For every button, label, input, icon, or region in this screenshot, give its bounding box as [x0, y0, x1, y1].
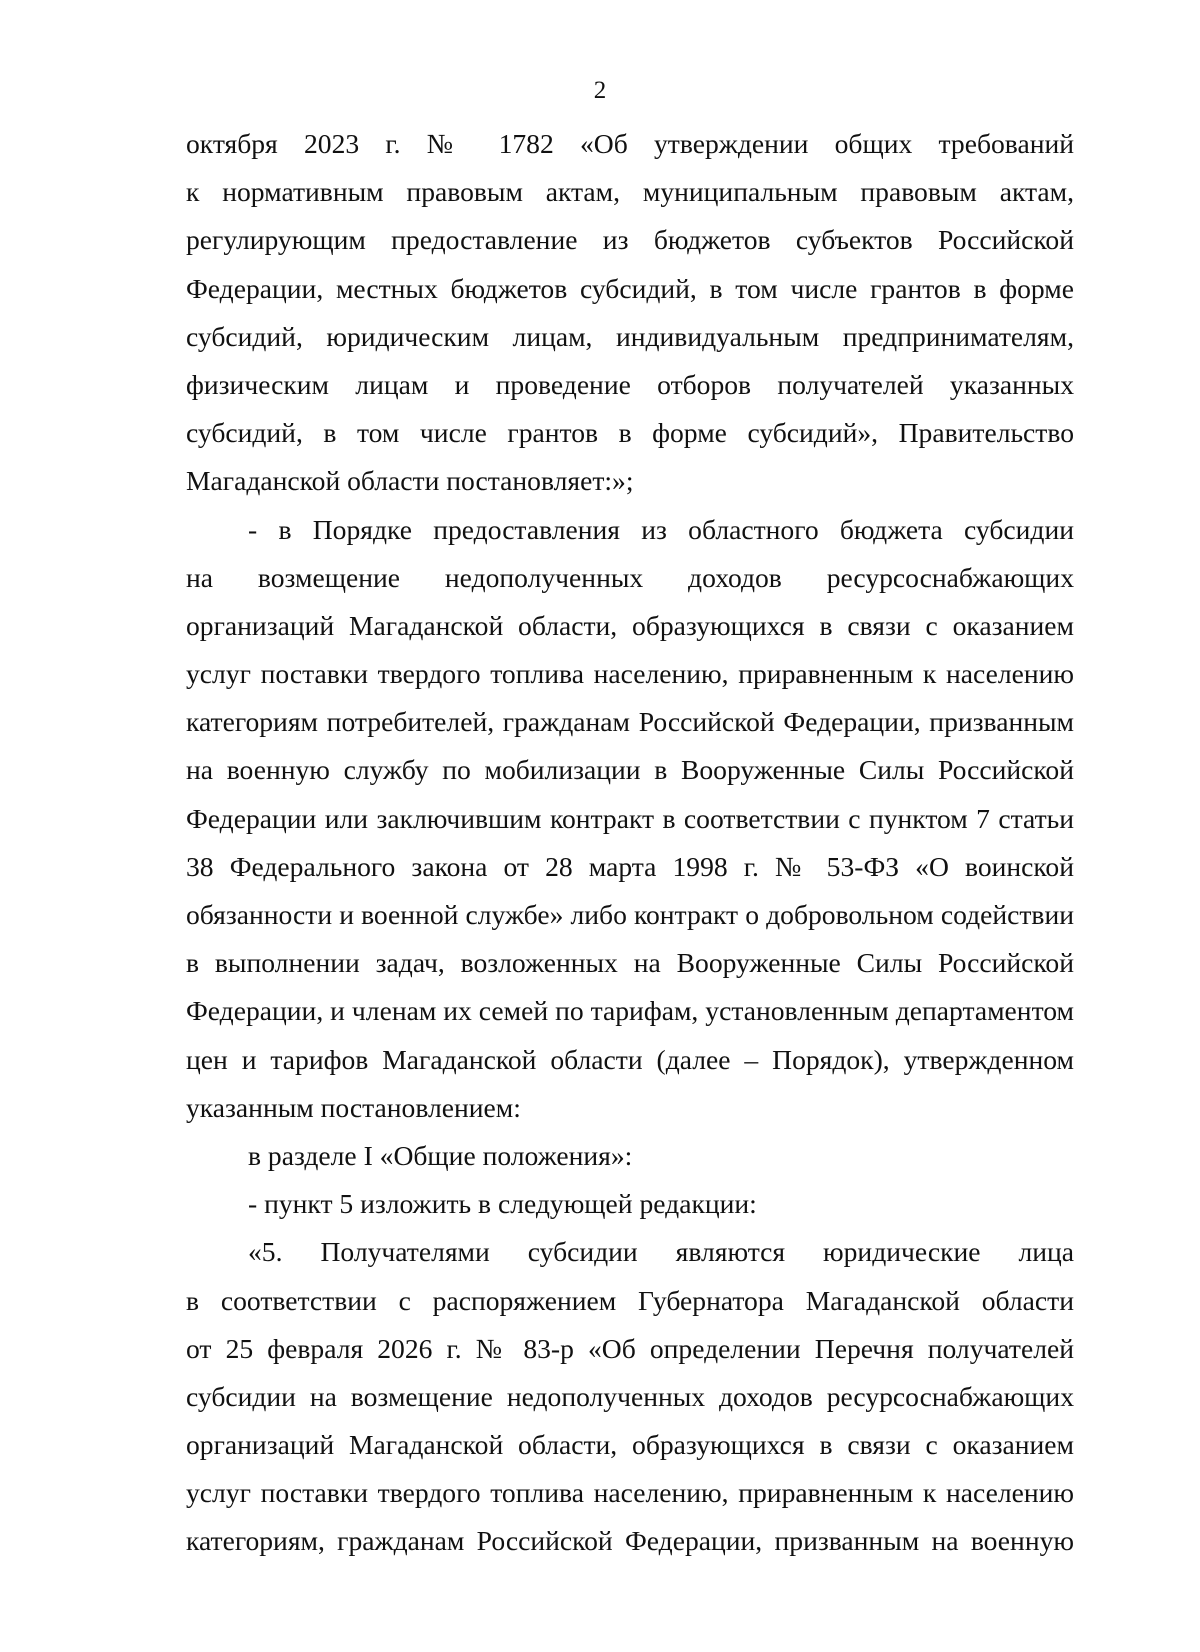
text-line: в соответствии с распоряжением Губернатора Магаданской области — [186, 1284, 1074, 1316]
text-line: в разделе I «Общие положения»: — [248, 1139, 633, 1171]
text-line: субсидии на возмещение недополученных доходов ресурсоснабжающих — [186, 1380, 1074, 1412]
text-line: Федерации, и членам их семей по тарифам, установленным департаментом — [186, 995, 1074, 1027]
text-line: на военную службу по мобилизации в Вооруженные Силы Российской — [186, 754, 1074, 786]
text-line: к нормативным правовым актам, муниципальным правовым актам, — [186, 176, 1074, 208]
text-line: субсидий, юридическим лицам, индивидуальным предпринимателям, — [186, 320, 1074, 352]
text-line: - пункт 5 изложить в следующей редакции: — [248, 1188, 757, 1220]
text-line: «5. Получателями субсидии являются юридические лица — [248, 1236, 1074, 1268]
text-line: услуг поставки твердого топлива населению, приравненным к населению — [186, 658, 1074, 690]
text-line: Федерации или заключившим контракт в соответствии с пунктом 7 статьи — [186, 802, 1074, 834]
text-line: на возмещение недополученных доходов ресурсоснабжающих — [186, 561, 1074, 593]
document-body — [186, 128, 1074, 1574]
text-line: от 25 февраля 2026 г. № 83-р «Об определении Перечня получателей — [186, 1332, 1074, 1364]
text-line: в выполнении задач, возложенных на Вооруженные Силы Российской — [186, 947, 1074, 979]
text-line: регулирующим предоставление из бюджетов субъектов Российской — [186, 224, 1074, 256]
text-line: 38 Федерального закона от 28 марта 1998 г. № 53-ФЗ «О воинской — [186, 850, 1074, 882]
text-line: категориям потребителей, гражданам Российской Федерации, призванным — [186, 706, 1074, 738]
text-line: Магаданской области постановляет:»; — [186, 465, 634, 497]
text-line: организаций Магаданской области, образующихся в связи с оказанием — [186, 609, 1074, 641]
text-line: услуг поставки твердого топлива населению, приравненным к населению — [186, 1477, 1074, 1509]
text-line: организаций Магаданской области, образующихся в связи с оказанием — [186, 1429, 1074, 1461]
text-line: октября 2023 г. № 1782 «Об утверждении общих требований — [186, 128, 1074, 159]
text-line: обязанности и военной службе» либо контракт о добровольном содействии — [186, 899, 1074, 930]
text-line: - в Порядке предоставления из областного бюджета субсидии — [248, 513, 1074, 545]
text-line: цен и тарифов Магаданской области (далее – Порядок), утвержденном — [186, 1043, 1074, 1075]
text-line: субсидий, в том числе грантов в форме субсидий», Правительство — [186, 417, 1074, 449]
text-line: категориям, гражданам Российской Федерации, призванным на военную — [186, 1525, 1074, 1557]
text-line: Федерации, местных бюджетов субсидий, в том числе грантов в форме — [186, 272, 1074, 304]
page-number: 2 — [593, 77, 607, 104]
text-line: физическим лицам и проведение отборов получателей указанных — [186, 368, 1074, 400]
text-line: указанным постановлением: — [186, 1091, 521, 1123]
